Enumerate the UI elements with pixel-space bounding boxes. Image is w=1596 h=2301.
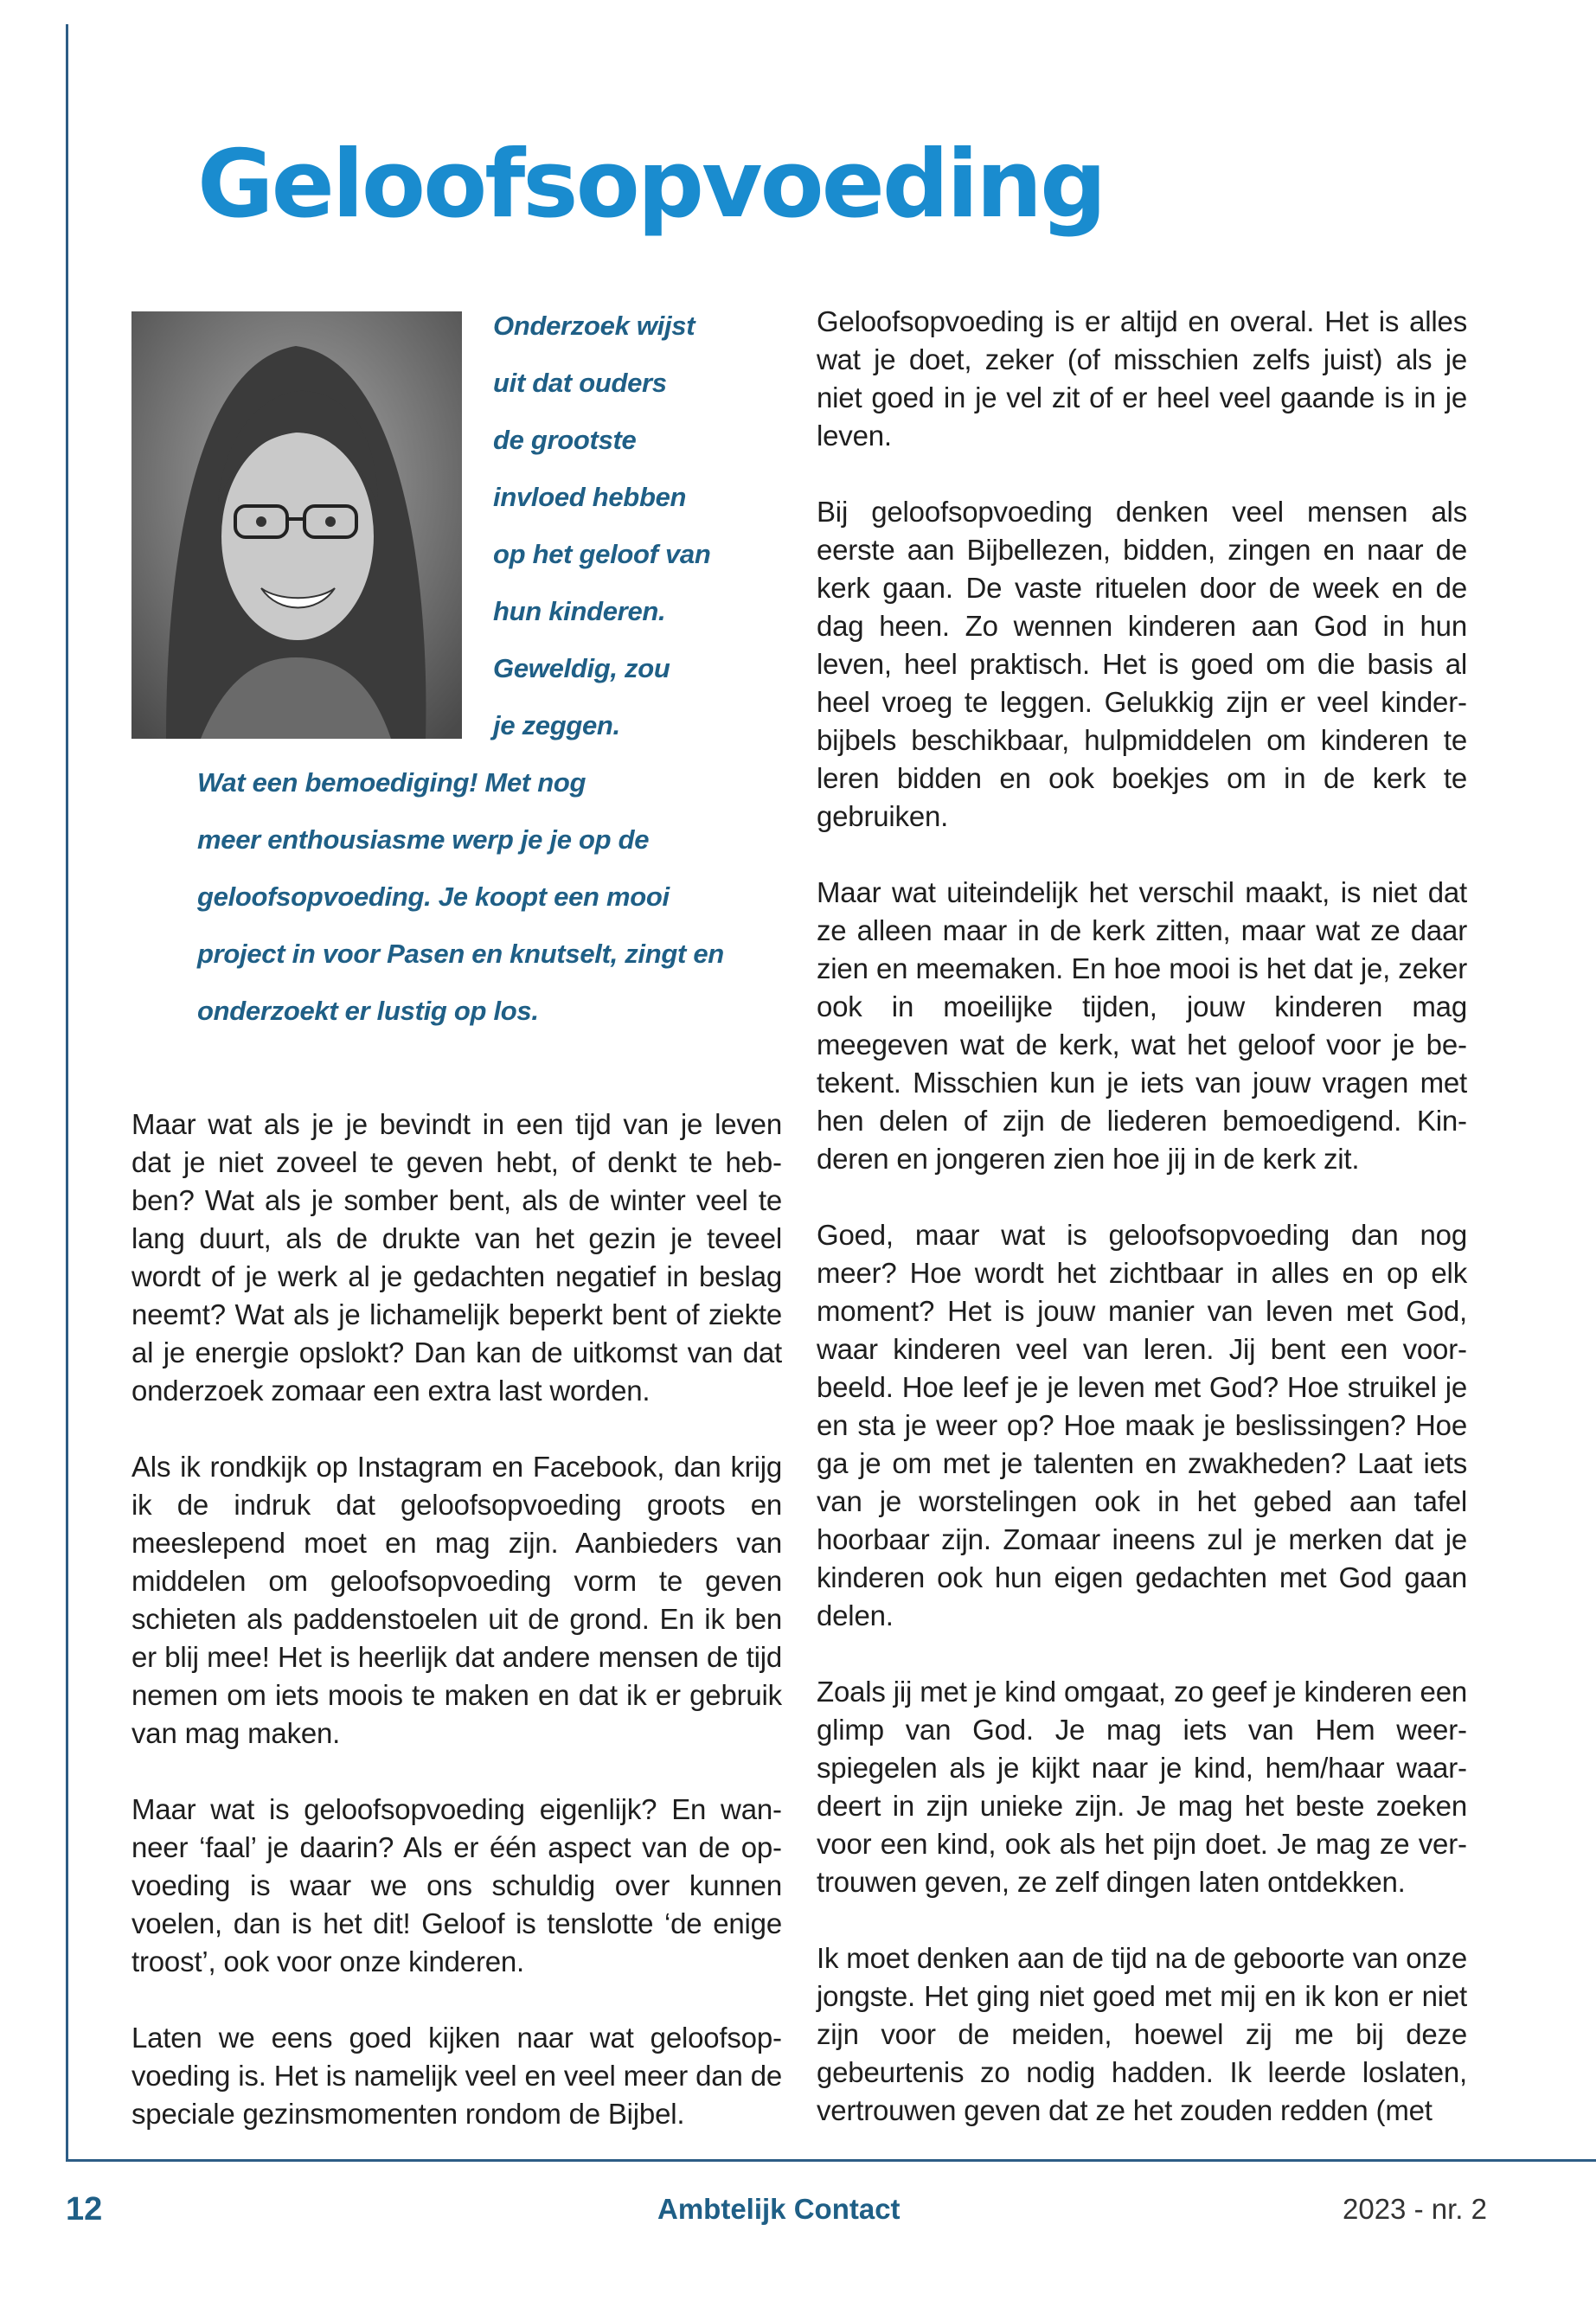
intro-line: Onderzoek wijst: [493, 311, 695, 341]
intro-line: op het geloof van: [493, 539, 711, 569]
footer-rule: [66, 2159, 1596, 2162]
intro-line: geloofsopvoeding. Je koopt een mooi: [197, 881, 670, 912]
intro-text-beside-photo: [493, 298, 779, 754]
article-title: Geloofsopvoeding: [197, 131, 1105, 239]
intro-line: project in voor Pasen en knutselt, zingt en: [197, 939, 724, 969]
issue-label: 2023 - nr. 2: [1343, 2193, 1487, 2225]
author-photo: [131, 311, 462, 739]
right-text-column: [817, 303, 1467, 2130]
body-paragraph: Maar wat uiteindelijk het verschil maakt, is niet dat ze alleen maar in de kerk zitten, maar wat ze daar zien en meemaken. En hoe mooi is het dat je, zeker ook in moeilijke tijden, jouw kinderen mag meegeven wat de kerk, wat het geloof voor je betekent. Misschien kun je iets van jouw vragen met hen delen of zijn de liederen bemoedigend. Kinderen en jongeren zien hoe jij in de kerk zit.: [817, 876, 1467, 1175]
left-text-column: [131, 1106, 782, 2133]
body-paragraph: Geloofsopvoeding is er altijd en overal. Het is alles wat je doet, zeker (of misschien zelfs juist) als je niet goed in je vel zit of er heel veel gaande is in je leven.: [817, 305, 1467, 452]
body-paragraph: Goed, maar wat is geloofsopvoeding dan nog meer? Hoe wordt het zichtbaar in alles en op elk moment? Het is jouw manier van leven met God, waar kinderen veel van leren. Jij bent een voorbeeld. Hoe leef je je leven met God? Hoe struikel je en sta je weer op? Hoe maak je beslissingen? Hoe ga je om met je talenten en zwakheden? Laat iets van je worstelingen ook in het gebed aan tafel hoorbaar zijn. Zomaar ineens zul je merken dat je kinderen ook hun eigen gedachten met God gaan delen.: [817, 1219, 1467, 1631]
intro-line: Wat een bemoediging! Met nog: [197, 767, 586, 798]
page-number: 12: [66, 2191, 103, 2227]
body-paragraph: Als ik rondkijk op Instagram en Facebook, dan krijg ik de indruk dat geloofsopvoeding groots en meeslepend moet en mag zijn. Aanbieders van middelen om geloofsopvoeding vorm te geven schieten als paddenstoelen uit de grond. En ik ben er blij mee! Het is heerlijk dat andere mensen de tijd nemen om iets moois te maken en dat ik er gebruik van mag maken.: [131, 1451, 782, 1749]
intro-line: meer enthousiasme werp je je op de: [197, 824, 650, 855]
intro-line: Geweldig, zou: [493, 653, 670, 683]
intro-line: de grootste: [493, 425, 637, 455]
body-paragraph: Maar wat als je je bevindt in een tijd van je leven dat je niet zoveel te geven hebt, of denkt te hebben? Wat als je somber bent, als de winter veel te lang duurt, als de drukte van het gezin je teveel wordt of je werk al je gedachten negatief in beslag neemt? Wat als je lichamelijk beperkt bent of ziekte al je energie opslokt? Dan kan de uitkomst van dat onderzoek zomaar een extra last worden.: [131, 1108, 782, 1407]
journal-name: Ambtelijk Contact: [657, 2193, 901, 2225]
left-margin-rule: [66, 24, 68, 2161]
intro-line: hun kinderen.: [493, 596, 666, 626]
intro-line: je zeggen.: [493, 710, 620, 740]
intro-line: onderzoekt er lustig op los.: [197, 996, 539, 1026]
intro-text-below-photo: [197, 754, 820, 1040]
body-paragraph: Laten we eens goed kijken naar wat geloofsopvoeding is. Het is namelijk veel en veel meer dan de speciale gezinsmomenten rondom de Bijbel.: [131, 2022, 782, 2130]
body-paragraph: Maar wat is geloofsopvoeding eigenlijk? En wanneer ‘faal’ je daarin? Als er één aspect van de opvoeding is waar we ons schuldig over kunnen voelen, dan is het dit! Geloof is tenslotte ‘de enige troost’, ook voor onze kinderen.: [131, 1793, 782, 1977]
intro-line: invloed hebben: [493, 482, 687, 512]
body-paragraph: Ik moet denken aan de tijd na de geboorte van onze jongste. Het ging niet goed met mij en ik kon er niet zijn voor de meiden, hoewel zij me bij deze gebeurtenis zo nodig hadden. Ik leerde loslaten, vertrouwen geven dat ze het zouden redden (met: [817, 1942, 1467, 2126]
body-paragraph: Zoals jij met je kind omgaat, zo geef je kinderen een glimp van God. Je mag iets van Hem weerspiegelen als je kijkt naar je kind, hem/haar waardeert in zijn unieke zijn. Je mag het beste zoeken voor een kind, ook als het pijn doet. Je mag ze vertrouwen geven, ze zelf dingen laten ontdekken.: [817, 1676, 1467, 1898]
intro-line: uit dat ouders: [493, 368, 667, 398]
body-paragraph: Bij geloofsopvoeding denken veel mensen als eerste aan Bijbellezen, bidden, zingen en naar de kerk gaan. De vaste rituelen door de week en de dag heen. Zo wennen kinderen aan God in hun leven, heel praktisch. Het is goed om die basis al heel vroeg te leggen. Gelukkig zijn er veel kinderbijbels beschikbaar, hulpmiddelen om kinderen te leren bidden en ook boekjes om in de kerk te gebruiken.: [817, 496, 1467, 832]
